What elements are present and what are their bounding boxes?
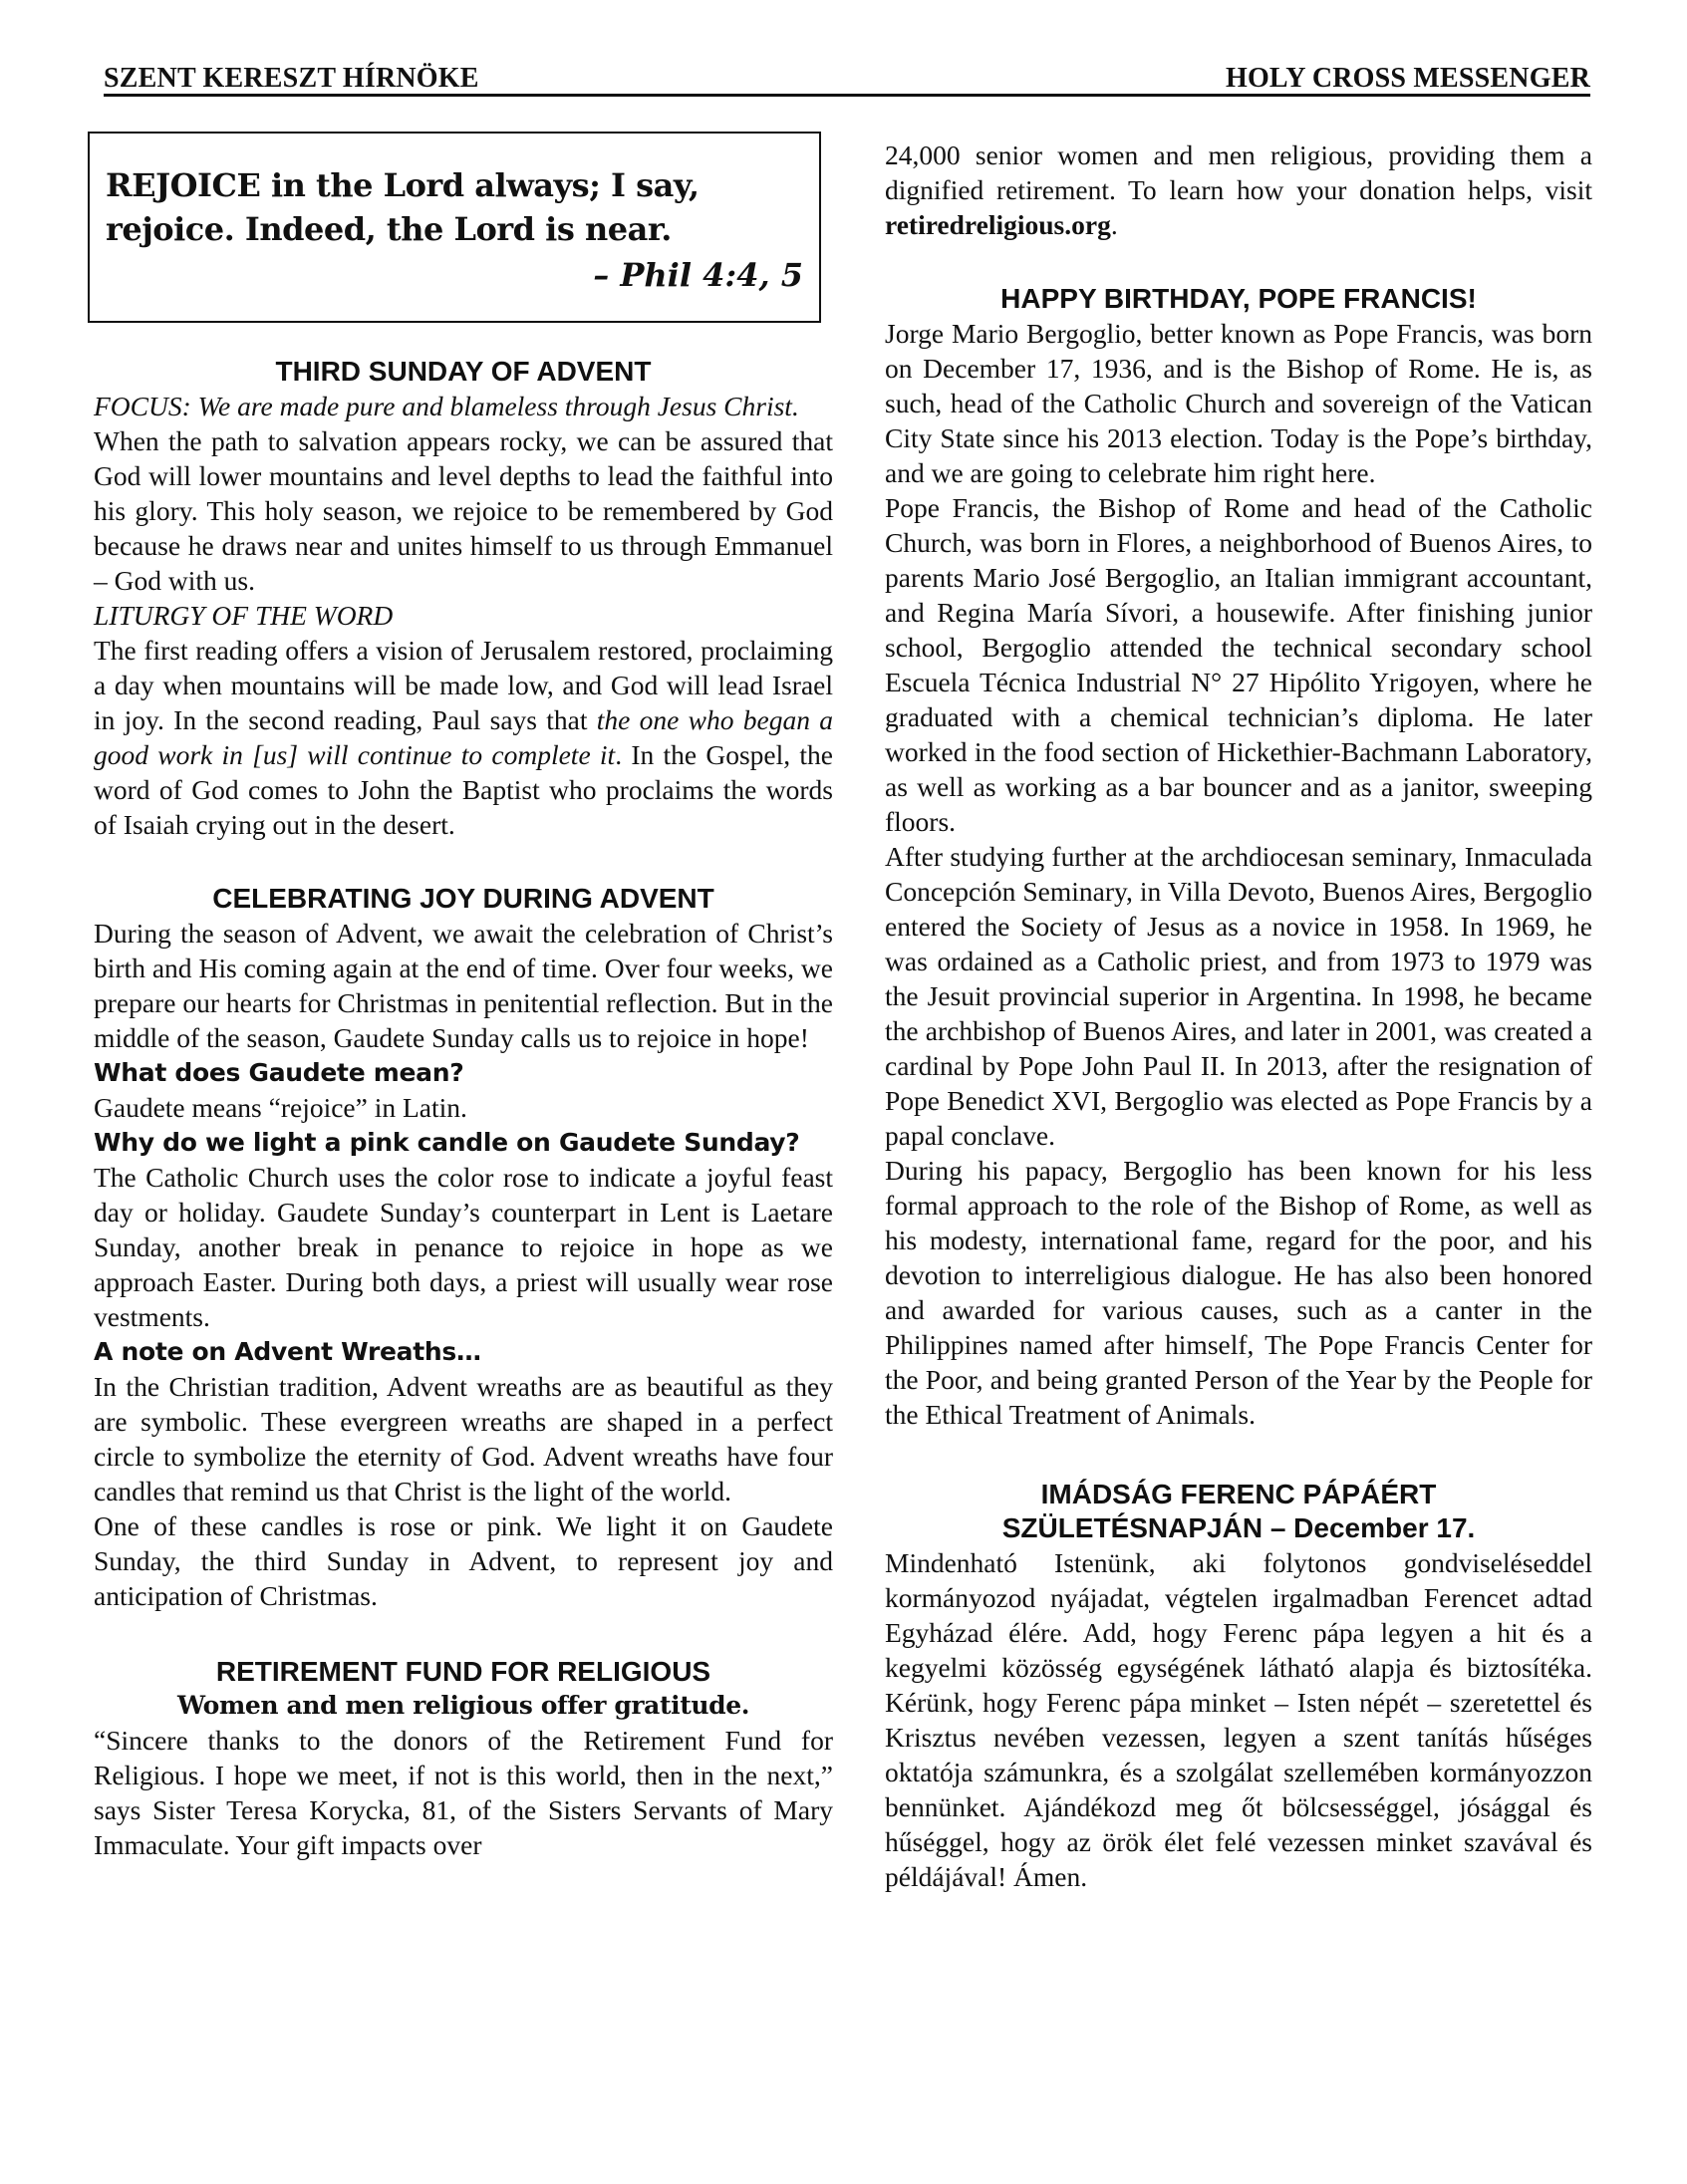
body-paragraph: After studying further at the archdiocesan seminary, Inmaculada Concepción Seminary, in Villa Devoto, Buenos Aires, Bergoglio entered the Society of Jesus as a novice in 1958. In 1969, he was ordained as a Catholic priest, and from 1973 to 1979 was the Jesuit provincial superior in Argentina. In 1998, he became the archbishop of Buenos Aires, and later in 2001, was created a cardinal by Pope John Paul II. In 2013, after the resignation of Pope Benedict XVI, Bergoglio was elected as Pope Francis by a papal conclave. <box>885 841 1592 1151</box>
answer-paragraph: Gaudete means “rejoice” in Latin. <box>94 1092 467 1123</box>
body-paragraph: Jorge Mario Bergoglio, better known as Pope Francis, was born on December 17, 1936, and is the Bishop of Rome. He is, as such, head of the Catholic Church and sovereign of the Vatican City State since his 2013 election. Today is the Pope’s birthday, and we are going to celebrate him right here. <box>885 318 1592 488</box>
body-paragraph: Pope Francis, the Bishop of Rome and head of the Catholic Church, was born in Flores, a neighborhood of Buenos Aires, to parents Mario José Bergoglio, an Italian immigrant accountant, and Regina María Sívori, a housewife. After finishing junior school, Bergoglio attended the technical secondary school Escuela Técnica Industrial N° 27 Hipólito Yrigoyen, where he graduated with a chemical technician’s diploma. He later worked in the food section of Hickethier-Bachmann Laboratory, as well as working as a bar bouncer and as a janitor, sweeping floors. <box>885 492 1592 837</box>
scripture-citation: – Phil 4:4, 5 <box>593 256 803 294</box>
section-third-sunday <box>94 355 833 842</box>
scripture-quote-text: REJOICE in the Lord always; I say, rejoice. Indeed, the Lord is near. <box>106 166 700 248</box>
section-title: CELEBRATING JOY DURING ADVENT <box>212 883 714 914</box>
intro-paragraph: During the season of Advent, we await the celebration of Christ’s birth and His coming again at the end of time. Over four weeks, we prepare our hearts for Christmas in penitential reflection. But in the middle of the season, Gaudete Sunday calls us to rejoice in hope! <box>94 918 833 1053</box>
section-title-line1: IMÁDSÁG FERENC PÁPÁÉRT <box>1040 1479 1437 1509</box>
header-rule <box>104 94 1590 97</box>
continued-text: 24,000 senior women and men religious, providing them a dignified retirement. To learn how your donation helps, visit <box>885 139 1592 205</box>
retiredreligious-link[interactable]: retiredreligious.org <box>885 209 1111 240</box>
question-heading: Why do we light a pink candle on Gaudete Sunday? <box>94 1128 800 1157</box>
newsletter-title-hungarian: SZENT KERESZT HÍRNÖKE <box>104 63 479 94</box>
liturgy-label: LITURGY OF THE WORD <box>94 600 394 631</box>
answer-paragraph: One of these candles is rose or pink. We light it on Gaudete Sunday, the third Sunday in Advent, to represent joy and anticipation of Christmas. <box>94 1510 833 1611</box>
right-column <box>885 137 1592 1894</box>
punctuation: . <box>1110 209 1118 240</box>
section-title-line2: SZÜLETÉSNAPJÁN – December 17. <box>1001 1512 1476 1543</box>
section-subtitle: Women and men religious offer gratitude. <box>176 1691 750 1720</box>
intro-paragraph: When the path to salvation appears rocky, we can be assured that God will lower mountains and level depths to lead the faithful into his glory. This holy season, we rejoice to be remembered by God because he draws near and unites himself to us through Emmanuel – God with us. <box>94 425 833 596</box>
liturgy-text-start: The first reading offers a vision of Jerusalem restored, proclaiming a day when mountains will be made low, and God will lead Israel in joy. In the second reading, Paul says that <box>94 635 833 735</box>
section-title: THIRD SUNDAY OF ADVENT <box>275 356 652 387</box>
retirement-fund-continued <box>885 137 1592 242</box>
liturgy-text-end: . In the Gospel, the word of God comes to John the Baptist who proclaims the words of Isaiah crying out in the desert. <box>94 739 833 840</box>
liturgy-scripture-quote: the one who began a good work in [us] will continue to complete it <box>94 704 833 770</box>
focus-text: FOCUS: We are made pure and blameless through Jesus Christ. <box>94 391 799 421</box>
answer-paragraph: In the Christian tradition, Advent wreaths are as beautiful as they are symbolic. These evergreen wreaths are shaped in a perfect circle to symbolize the eternity of God. Advent wreaths have four candles that remind us that Christ is the light of the world. <box>94 1371 833 1506</box>
body-paragraph: “Sincere thanks to the donors of the Retirement Fund for Religious. I hope we meet, if not is this world, then in the next,” says Sister Teresa Korycka, 81, of the Sisters Servants of Mary Immaculate. Your gift impacts over <box>94 1725 833 1860</box>
left-column <box>94 355 833 1862</box>
scripture-quote-box <box>88 132 821 323</box>
question-heading: What does Gaudete mean? <box>94 1058 464 1087</box>
section-title: RETIREMENT FUND FOR RELIGIOUS <box>215 1656 711 1687</box>
liturgy-paragraph <box>94 633 833 842</box>
newsletter-title-english: HOLY CROSS MESSENGER <box>1225 63 1590 94</box>
section-title: HAPPY BIRTHDAY, POPE FRANCIS! <box>1000 283 1477 314</box>
page-header <box>104 64 1590 98</box>
answer-paragraph: The Catholic Church uses the color rose to indicate a joyful feast day or holiday. Gaudete Sunday’s counterpart in Lent is Laetare Sunday, another break in penance to rejoice in hope as we approach Easter. During both days, a priest will usually wear rose vestments. <box>94 1162 833 1332</box>
body-paragraph: During his papacy, Bergoglio has been known for his less formal approach to the role of the Bishop of Rome, as well as his modesty, international fame, regard for the poor, and his devotion to interreligious dialogue. He has also been honored and awarded for various causes, such as a canter in the Philippines named after himself, The Pope Francis Center for the Poor, and being granted Person of the Year by the People for the Ethical Treatment of Animals. <box>885 1155 1592 1430</box>
section-prayer <box>885 1478 1592 1894</box>
section-pope-birthday <box>885 282 1592 1432</box>
prayer-text: Mindenható Istenünk, aki folytonos gondviseléseddel kormányozod nyájadat, végtelen irgalmadban Ferencet adtad Egyházad élére. Add, hogy Ferenc pápa legyen a hit és a kegyelmi közösség egységének látható alapja és biztosítéka. Kérünk, hogy Ferenc pápa minket – Isten népét – szeretettel és Krisztus nevében vezessen, legyen a szent tanítás hűséges oktatója számunkra, és a szolgálat szellemében kormányozzon bennünket. Ajándékozd meg őt bölcsességgel, jósággal és hűséggel, hogy az örök élet felé vezessen minket szavával és példájával! Ámen. <box>885 1547 1592 1892</box>
section-celebrating-joy <box>94 882 833 1613</box>
question-heading: A note on Advent Wreaths… <box>94 1337 481 1366</box>
section-retirement-fund <box>94 1655 833 1862</box>
